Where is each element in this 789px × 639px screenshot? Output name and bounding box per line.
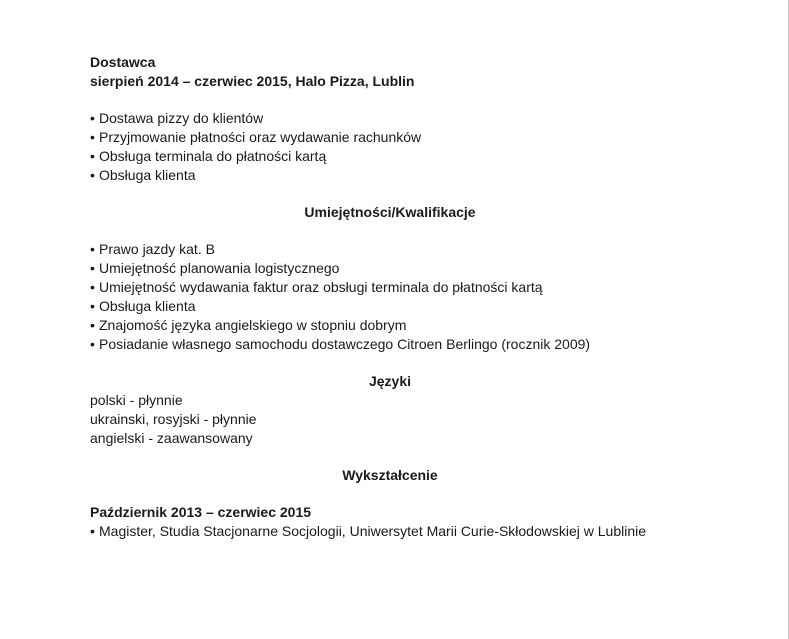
experience-section: [90, 53, 690, 185]
skills-section: [90, 203, 690, 354]
education-section: [90, 466, 690, 541]
list-item: • Magister, Studia Stacjonarne Socjologii, Uniwersytet Marii Curie-Skłodowskiej w Lublinie: [90, 522, 690, 541]
list-item: • Prawo jazdy kat. B: [90, 240, 690, 259]
language-item: polski - płynnie: [90, 392, 183, 408]
job-period-employer: sierpień 2014 – czerwiec 2015, Halo Pizza, Lublin: [90, 73, 415, 89]
languages-heading: Języki: [368, 373, 412, 389]
list-item: • Umiejętność planowania logistycznego: [90, 259, 690, 278]
list-item: • Znajomość języka angielskiego w stopniu dobrym: [90, 316, 690, 335]
list-item: • Obsługa terminala do płatności kartą: [90, 147, 690, 166]
list-item: • Umiejętność wydawania faktur oraz obsługi terminala do płatności kartą: [90, 278, 690, 297]
list-item: • Dostawa pizzy do klientów: [90, 109, 690, 128]
education-list: [90, 522, 690, 541]
cv-page: [90, 50, 690, 541]
job-duties-list: [90, 109, 690, 185]
skills-list: [90, 240, 690, 354]
education-heading: Wykształcenie: [342, 467, 438, 483]
list-item: • Obsługa klienta: [90, 297, 690, 316]
skills-heading: Umiejętności/Kwalifikacje: [304, 204, 476, 220]
job-title: Dostawca: [90, 54, 156, 70]
list-item: • Obsługa klienta: [90, 166, 690, 185]
list-item: • Posiadanie własnego samochodu dostawczego Citroen Berlingo (rocznik 2009): [90, 335, 690, 354]
education-period: Październik 2013 – czerwiec 2015: [90, 504, 312, 520]
language-item: ukrainski, rosyjski - płynnie: [90, 411, 257, 427]
languages-section: [90, 372, 690, 448]
list-item: • Przyjmowanie płatności oraz wydawanie rachunków: [90, 128, 690, 147]
language-item: angielski - zaawansowany: [90, 430, 253, 446]
